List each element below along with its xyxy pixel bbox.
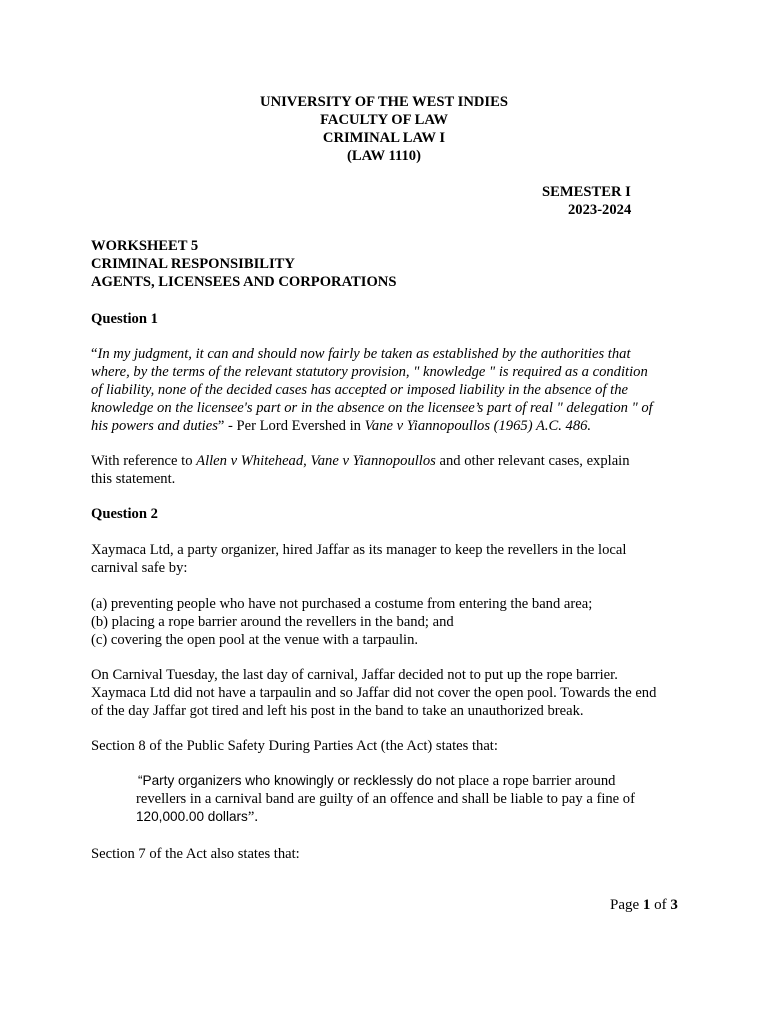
paragraph-line: Xaymaca Ltd did not have a tarpaulin and so Jaffar did not cover the open pool. Towards the end (91, 685, 657, 701)
quote-line: his powers and duties (91, 418, 218, 434)
section-7-intro: Section 7 of the Act also states that: (91, 846, 300, 862)
worksheet-number: WORKSHEET 5 (91, 238, 199, 254)
separator: , (303, 453, 311, 469)
fine-amount: 120,000.00 dollars (136, 809, 248, 824)
course-code: (LAW 1110) (347, 148, 421, 164)
university-name: UNIVERSITY OF THE WEST INDIES (260, 94, 508, 110)
semester-year: 2023-2024 (568, 202, 632, 218)
quote-line: part of real " delegation " of (483, 400, 653, 416)
quote-close-mark: ” (217, 418, 225, 434)
semester-label: SEMESTER I (542, 184, 631, 200)
question-1-instruction (91, 452, 691, 488)
quote-word-licensee: licensee’s (427, 400, 484, 416)
section-8-intro: Section 8 of the Public Safety During Parties Act (the Act) states that: (91, 738, 498, 754)
paragraph-line: Xaymaca Ltd, a party organizer, hired Jaffar as its manager to keep the revellers in the local (91, 542, 627, 558)
paragraph-line: On Carnival Tuesday, the last day of carnival, Jaffar decided not to put up the rope barrier. (91, 667, 618, 683)
list-item: (c) covering the open pool at the venue with a tarpaulin. (91, 632, 419, 648)
worksheet-topic: CRIMINAL RESPONSIBILITY (91, 256, 295, 272)
instruction-text: With reference to (91, 453, 197, 469)
question-1-heading: Question 1 (91, 311, 158, 327)
quote-close-mark: ”. (247, 809, 258, 825)
question-2-facts (91, 666, 691, 720)
quote-line: of liability, none of the decided cases has accepted or imposed liability in the absence of the (91, 382, 629, 398)
worksheet-subtopic: AGENTS, LICENSEES AND CORPORATIONS (91, 274, 397, 290)
case-citation: Vane v Yiannopoullos (1965) A.C. 486. (364, 418, 592, 434)
instruction-text: and other relevant cases, explain (435, 453, 630, 469)
course-name: CRIMINAL LAW I (322, 130, 446, 146)
current-page: 1 (642, 897, 651, 913)
list-item: (a) preventing people who have not purchased a costume from entering the band area; (91, 596, 593, 612)
total-pages: 3 (670, 897, 678, 913)
quote-open-mark: “ (91, 346, 98, 362)
quote-line: knowledge on the licensee's part or in the absence on the (91, 400, 428, 416)
quote-text: place a rope barrier around (454, 773, 616, 789)
page-word: Page (610, 897, 643, 913)
question-2-intro (91, 541, 691, 577)
list-item: (b) placing a rope barrier around the revellers in the band; and (91, 614, 454, 630)
faculty-name: FACULTY OF LAW (320, 112, 448, 128)
question-1-quote (91, 345, 691, 435)
question-2-heading: Question 2 (91, 506, 158, 522)
quote-text-sans: “Party organizers who knowingly or recklessly do not (138, 773, 455, 788)
paragraph-line: carnival safe by: (91, 560, 188, 576)
section-8-quote (136, 772, 696, 826)
case-name: Vane v Yiannopoullos (310, 453, 436, 469)
of-word: of (650, 897, 671, 913)
paragraph-line: of the day Jaffar got tired and left his post in the band to take an unauthorized break. (91, 703, 584, 719)
quote-attribution: - Per Lord Evershed in (224, 418, 365, 434)
duties-list (91, 595, 691, 649)
instruction-text: this statement. (91, 471, 176, 487)
quote-text: revellers in a carnival band are guilty of an offence and shall be liable to pay a fine of (136, 791, 635, 807)
case-name: Allen v Whitehead (196, 453, 304, 469)
quote-line: In my judgment, it can and should now fairly be taken as established by the authorities that (97, 346, 631, 362)
page-number (610, 896, 678, 914)
quote-line: where, by the terms of the relevant statutory provision, " knowledge " is required as a condition (91, 364, 648, 380)
